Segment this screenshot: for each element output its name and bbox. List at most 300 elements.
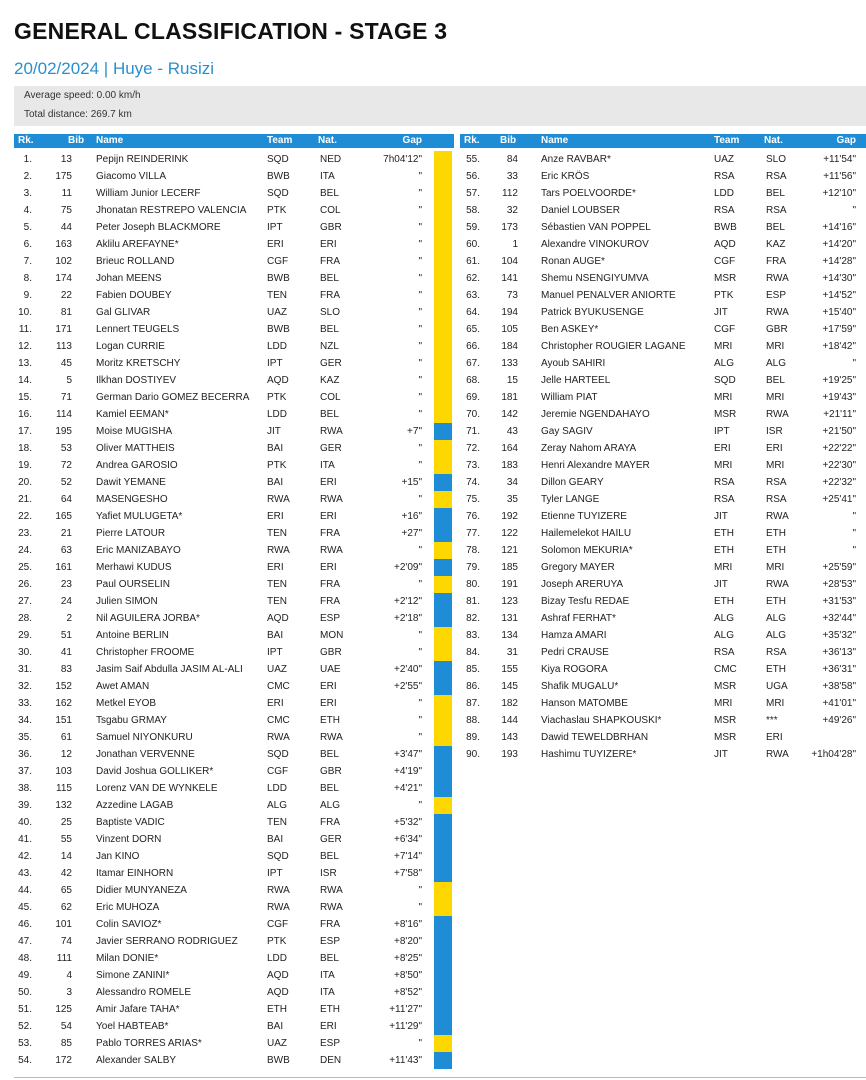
nationality: ERI xyxy=(320,511,337,522)
rank: 15. xyxy=(18,392,32,403)
rank: 21. xyxy=(18,494,32,505)
nationality: MRI xyxy=(766,562,785,573)
team-code: RWA xyxy=(267,545,290,556)
bib: 1 xyxy=(512,239,518,250)
nationality: BEL xyxy=(320,324,339,335)
rank: 41. xyxy=(18,834,32,845)
nationality: SLO xyxy=(766,154,787,165)
rider-name: Amir Jafare TAHA* xyxy=(96,1004,180,1015)
nationality: ITA xyxy=(320,460,335,471)
table-row xyxy=(14,780,454,797)
rank: 75. xyxy=(466,494,480,505)
table-row xyxy=(460,355,866,372)
bib: 141 xyxy=(501,273,518,284)
team-code: AQD xyxy=(267,613,289,624)
gap: " xyxy=(418,205,422,216)
rank: 45. xyxy=(18,902,32,913)
gap: +19'25" xyxy=(822,375,856,386)
table-row xyxy=(14,661,454,678)
table-row xyxy=(460,644,866,661)
nationality: ETH xyxy=(320,1004,340,1015)
table-row xyxy=(460,168,866,185)
bib: 142 xyxy=(501,409,518,420)
rank: 42. xyxy=(18,851,32,862)
nationality: RWA xyxy=(320,426,343,437)
bib: 121 xyxy=(501,545,518,556)
total-distance: Total distance: 269.7 km xyxy=(24,109,132,120)
table-row xyxy=(460,423,866,440)
gap: +8'16" xyxy=(394,919,422,930)
team-code: CMC xyxy=(267,681,290,692)
rank: 20. xyxy=(18,477,32,488)
table-row xyxy=(14,508,454,525)
rider-name: Aklilu AREFAYNE* xyxy=(96,239,179,250)
rider-name: Antoine BERLIN xyxy=(96,630,169,641)
bib: 164 xyxy=(501,443,518,454)
rider-name: Jeremie NGENDAHAYO xyxy=(541,409,650,420)
gap: " xyxy=(418,188,422,199)
nationality: ETH xyxy=(766,528,786,539)
gap: 7h04'12" xyxy=(383,154,422,165)
table-row xyxy=(460,491,866,508)
nationality: COL xyxy=(320,392,341,403)
bib: 32 xyxy=(506,205,518,216)
rider-name: Ayoub SAHIRI xyxy=(541,358,606,369)
team-code: TEN xyxy=(267,528,287,539)
rank: 77. xyxy=(466,528,480,539)
team-code: CGF xyxy=(267,919,289,930)
table-row xyxy=(14,695,454,712)
rank: 12. xyxy=(18,341,32,352)
nationality: NED xyxy=(320,154,342,165)
table-row xyxy=(14,151,454,168)
rank: 48. xyxy=(18,953,32,964)
gap: +8'20" xyxy=(394,936,422,947)
bib: 192 xyxy=(501,511,518,522)
bib: 122 xyxy=(501,528,518,539)
team-code: BAI xyxy=(267,630,284,641)
gap-indicator-bar xyxy=(434,287,452,304)
table-row xyxy=(14,627,454,644)
table-row xyxy=(460,440,866,457)
table-row xyxy=(14,678,454,695)
gap: +22'30" xyxy=(822,460,856,471)
rider-name: Ronan AUGE* xyxy=(541,256,605,267)
bib: 83 xyxy=(60,664,72,675)
nationality: MRI xyxy=(766,698,785,709)
nationality: ERI xyxy=(320,1021,337,1032)
nationality: MON xyxy=(320,630,344,641)
rider-name: Joseph ARERUYA xyxy=(541,579,624,590)
bib: 24 xyxy=(60,596,72,607)
table-row xyxy=(14,797,454,814)
nationality: FRA xyxy=(320,919,340,930)
team-code: AQD xyxy=(267,970,289,981)
gap: " xyxy=(418,239,422,250)
rider-name: Henri Alexandre MAYER xyxy=(541,460,650,471)
bib: 173 xyxy=(501,222,518,233)
table-row xyxy=(460,236,866,253)
gap-indicator-bar xyxy=(434,644,452,661)
gap: +1h04'28" xyxy=(811,749,856,760)
nationality: ISR xyxy=(766,426,783,437)
header-bib: Bib xyxy=(500,135,517,146)
gap: +21'11" xyxy=(823,409,856,420)
table-row xyxy=(14,372,454,389)
rank: 64. xyxy=(466,307,480,318)
gap: +16" xyxy=(401,511,422,522)
team-code: ALG xyxy=(267,800,288,811)
gap: " xyxy=(418,630,422,641)
gap: " xyxy=(418,409,422,420)
nationality: ESP xyxy=(320,1038,341,1049)
rank: 30. xyxy=(18,647,32,658)
gap: +41'01" xyxy=(822,698,856,709)
gap: +2'40" xyxy=(394,664,422,675)
team-code: BWB xyxy=(267,273,290,284)
team-code: PTK xyxy=(714,290,734,301)
gap: +14'20" xyxy=(822,239,856,250)
team-code: PTK xyxy=(267,936,287,947)
rank: 76. xyxy=(466,511,480,522)
nationality: RWA xyxy=(766,579,789,590)
table-row xyxy=(14,1001,454,1018)
page-title: GENERAL CLASSIFICATION - STAGE 3 xyxy=(14,18,448,44)
rank: 13. xyxy=(18,358,32,369)
team-code: BAI xyxy=(267,443,284,454)
team-code: ERI xyxy=(714,443,731,454)
nationality: BEL xyxy=(320,749,339,760)
rank: 47. xyxy=(18,936,32,947)
bib: 3 xyxy=(66,987,72,998)
table-row xyxy=(14,848,454,865)
gap-indicator-bar xyxy=(434,202,452,219)
team-code: IPT xyxy=(267,647,283,658)
team-code: BAI xyxy=(267,477,284,488)
bib: 4 xyxy=(66,970,72,981)
rider-name: William PIAT xyxy=(541,392,598,403)
table-row xyxy=(460,559,866,576)
rank: 7. xyxy=(23,256,32,267)
table-row xyxy=(460,729,866,746)
gap: " xyxy=(418,443,422,454)
table-row xyxy=(14,406,454,423)
rank: 44. xyxy=(18,885,32,896)
team-code: ERI xyxy=(267,239,284,250)
nationality: MRI xyxy=(766,392,785,403)
nationality: BEL xyxy=(320,273,339,284)
table-row xyxy=(460,474,866,491)
bib: 44 xyxy=(60,222,72,233)
rank: 36. xyxy=(18,749,32,760)
rank: 55. xyxy=(466,154,480,165)
gap: " xyxy=(418,290,422,301)
rank: 80. xyxy=(466,579,480,590)
gap-indicator-bar xyxy=(434,508,452,525)
gap-indicator-bar xyxy=(434,1001,452,1018)
nationality: BEL xyxy=(320,851,339,862)
team-code: IPT xyxy=(714,426,730,437)
rank: 49. xyxy=(18,970,32,981)
table-row xyxy=(460,372,866,389)
bib: 191 xyxy=(501,579,518,590)
bib: 161 xyxy=(55,562,72,573)
gap: " xyxy=(418,732,422,743)
gap-indicator-bar xyxy=(434,576,452,593)
gap: +5'32" xyxy=(394,817,422,828)
gap: " xyxy=(418,579,422,590)
gap-indicator-bar xyxy=(434,321,452,338)
table-row xyxy=(14,304,454,321)
rank: 88. xyxy=(466,715,480,726)
nationality: ERI xyxy=(766,732,783,743)
table-row xyxy=(14,576,454,593)
table-row xyxy=(14,916,454,933)
team-code: ERI xyxy=(267,511,284,522)
rider-name: Christopher FROOME xyxy=(96,647,195,658)
table-row xyxy=(14,270,454,287)
rank: 22. xyxy=(18,511,32,522)
rider-name: Tars POELVOORDE* xyxy=(541,188,636,199)
nationality: RSA xyxy=(766,494,787,505)
gap-indicator-bar xyxy=(434,423,452,440)
rider-name: Eric MANIZABAYO xyxy=(96,545,181,556)
nationality: BEL xyxy=(766,375,785,386)
gap-indicator-bar xyxy=(434,338,452,355)
bib: 151 xyxy=(55,715,72,726)
bib: 31 xyxy=(506,647,518,658)
gap: +2'12" xyxy=(394,596,422,607)
rank: 71. xyxy=(466,426,480,437)
rider-name: Pedri CRAUSE xyxy=(541,647,609,658)
team-code: SQD xyxy=(714,375,736,386)
bib: 34 xyxy=(506,477,518,488)
bib: 73 xyxy=(506,290,518,301)
bib: 63 xyxy=(60,545,72,556)
nationality: ALG xyxy=(320,800,341,811)
rank: 62. xyxy=(466,273,480,284)
team-code: JIT xyxy=(714,307,728,318)
rank: 18. xyxy=(18,443,32,454)
rider-name: Tyler LANGE xyxy=(541,494,600,505)
team-code: UAZ xyxy=(267,307,287,318)
team-code: ETH xyxy=(267,1004,287,1015)
nationality: ALG xyxy=(766,613,787,624)
team-code: TEN xyxy=(267,596,287,607)
header-gap: Gap xyxy=(836,135,856,146)
team-code: JIT xyxy=(714,749,728,760)
bib: 115 xyxy=(56,783,72,794)
team-code: TEN xyxy=(267,290,287,301)
gap-indicator-bar xyxy=(434,712,452,729)
nationality: BEL xyxy=(320,783,339,794)
rank: 50. xyxy=(18,987,32,998)
gap: +4'19" xyxy=(394,766,422,777)
gap-indicator-bar xyxy=(434,355,452,372)
table-row xyxy=(460,627,866,644)
nationality: FRA xyxy=(320,817,340,828)
gap: +11'54" xyxy=(823,154,856,165)
bib: 165 xyxy=(55,511,72,522)
nationality: BEL xyxy=(766,188,785,199)
gap-indicator-bar xyxy=(434,678,452,695)
table-row xyxy=(460,219,866,236)
gap: " xyxy=(418,222,422,233)
gap-indicator-bar xyxy=(434,865,452,882)
rider-name: Eric MUHOZA xyxy=(96,902,160,913)
rank: 86. xyxy=(466,681,480,692)
nationality: RWA xyxy=(766,409,789,420)
team-code: MSR xyxy=(714,273,737,284)
rider-name: Yoel HABTEAB* xyxy=(96,1021,169,1032)
gap-indicator-bar xyxy=(434,474,452,491)
nationality: ESP xyxy=(766,290,787,301)
nationality: GER xyxy=(320,443,342,454)
team-code: CMC xyxy=(267,715,290,726)
table-row xyxy=(460,151,866,168)
rider-name: Dawit YEMANE xyxy=(96,477,166,488)
header-bib: Bib xyxy=(68,135,85,146)
gap: +25'59" xyxy=(822,562,856,573)
rider-name: Gay SAGIV xyxy=(541,426,593,437)
rider-name: Johan MEENS xyxy=(96,273,162,284)
nationality: ITA xyxy=(320,970,335,981)
team-code: MRI xyxy=(714,392,733,403)
gap-indicator-bar xyxy=(434,525,452,542)
gap: " xyxy=(418,1038,422,1049)
team-code: MRI xyxy=(714,698,733,709)
nationality: RWA xyxy=(766,511,789,522)
bib: 42 xyxy=(60,868,72,879)
rank: 11. xyxy=(18,324,32,335)
rider-name: Oliver MATTHEIS xyxy=(96,443,175,454)
right-table-header xyxy=(460,134,866,148)
table-row xyxy=(14,287,454,304)
bib: 131 xyxy=(501,613,518,624)
table-row xyxy=(14,831,454,848)
table-row xyxy=(460,746,866,763)
rider-name: Fabien DOUBEY xyxy=(96,290,172,301)
table-row xyxy=(460,542,866,559)
rider-name: Simone ZANINI* xyxy=(96,970,170,981)
team-code: BWB xyxy=(267,1055,290,1066)
rank: 24. xyxy=(18,545,32,556)
bib: 41 xyxy=(60,647,72,658)
rider-name: Dawid TEWELDBRHAN xyxy=(541,732,649,743)
table-row xyxy=(14,440,454,457)
gap: " xyxy=(852,545,856,556)
nationality: DEN xyxy=(320,1055,342,1066)
gap: +11'27" xyxy=(389,1004,422,1015)
table-row xyxy=(14,712,454,729)
nationality: ALG xyxy=(766,630,787,641)
gap-indicator-bar xyxy=(434,236,452,253)
rank: 25. xyxy=(18,562,32,573)
nationality: ESP xyxy=(320,613,341,624)
team-code: BAI xyxy=(267,834,284,845)
bib: 62 xyxy=(60,902,72,913)
team-code: CGF xyxy=(267,256,289,267)
rank: 73. xyxy=(466,460,480,471)
rank: 69. xyxy=(466,392,480,403)
rank: 3. xyxy=(23,188,32,199)
rider-name: Nil AGUILERA JORBA* xyxy=(96,613,200,624)
table-row xyxy=(14,610,454,627)
bib: 74 xyxy=(60,936,72,947)
rank: 40. xyxy=(18,817,32,828)
bib: 174 xyxy=(55,273,72,284)
bib: 15 xyxy=(506,375,518,386)
rank: 51. xyxy=(18,1004,32,1015)
bib: 54 xyxy=(60,1021,72,1032)
team-code: AQD xyxy=(267,987,289,998)
nationality: ETH xyxy=(766,545,786,556)
gap-indicator-bar xyxy=(434,151,452,168)
bib: 13 xyxy=(60,154,72,165)
nationality: KAZ xyxy=(320,375,340,386)
header-rank: Rk. xyxy=(464,135,480,146)
rider-name: Pablo TORRES ARIAS* xyxy=(96,1038,202,1049)
team-code: JIT xyxy=(714,579,728,590)
nationality: RWA xyxy=(766,307,789,318)
team-code: RSA xyxy=(714,205,735,216)
bib: 61 xyxy=(60,732,72,743)
gap: +25'41" xyxy=(822,494,856,505)
rank: 31. xyxy=(18,664,32,675)
table-row xyxy=(14,542,454,559)
table-row xyxy=(14,321,454,338)
gap-indicator-bar xyxy=(434,440,452,457)
gap: +27" xyxy=(401,528,422,539)
team-code: UAZ xyxy=(267,664,287,675)
gap: +19'43" xyxy=(822,392,856,403)
gap: +15" xyxy=(401,477,422,488)
rider-name: Alexandre VINOKUROV xyxy=(541,239,649,250)
rank: 6. xyxy=(23,239,32,250)
rider-name: Milan DONIE* xyxy=(96,953,159,964)
bib: 11 xyxy=(61,188,72,199)
table-row xyxy=(14,950,454,967)
rank: 34. xyxy=(18,715,32,726)
team-code: IPT xyxy=(267,358,283,369)
bib: 22 xyxy=(60,290,72,301)
bib: 172 xyxy=(55,1055,72,1066)
gap-indicator-bar xyxy=(434,695,452,712)
table-row xyxy=(460,389,866,406)
gap: " xyxy=(418,902,422,913)
gap: +7'14" xyxy=(394,851,422,862)
team-code: LDD xyxy=(267,953,288,964)
rider-name: Pepijn REINDERINK xyxy=(96,154,189,165)
bib: 53 xyxy=(60,443,72,454)
bib: 195 xyxy=(55,426,72,437)
nationality: FRA xyxy=(320,290,340,301)
rider-name: Baptiste VADIC xyxy=(96,817,165,828)
rider-name: German Dario GOMEZ BECERRA xyxy=(96,392,250,403)
table-row xyxy=(14,882,454,899)
rider-name: Manuel PENALVER ANIORTE xyxy=(541,290,676,301)
header-name: Name xyxy=(541,135,569,146)
gap-indicator-bar xyxy=(434,593,452,610)
rank: 52. xyxy=(18,1021,32,1032)
bib: 163 xyxy=(55,239,72,250)
nationality: GBR xyxy=(766,324,788,335)
team-code: IPT xyxy=(267,868,283,879)
rank: 39. xyxy=(18,800,32,811)
table-row xyxy=(14,474,454,491)
table-row xyxy=(14,423,454,440)
team-code: ALG xyxy=(714,613,735,624)
